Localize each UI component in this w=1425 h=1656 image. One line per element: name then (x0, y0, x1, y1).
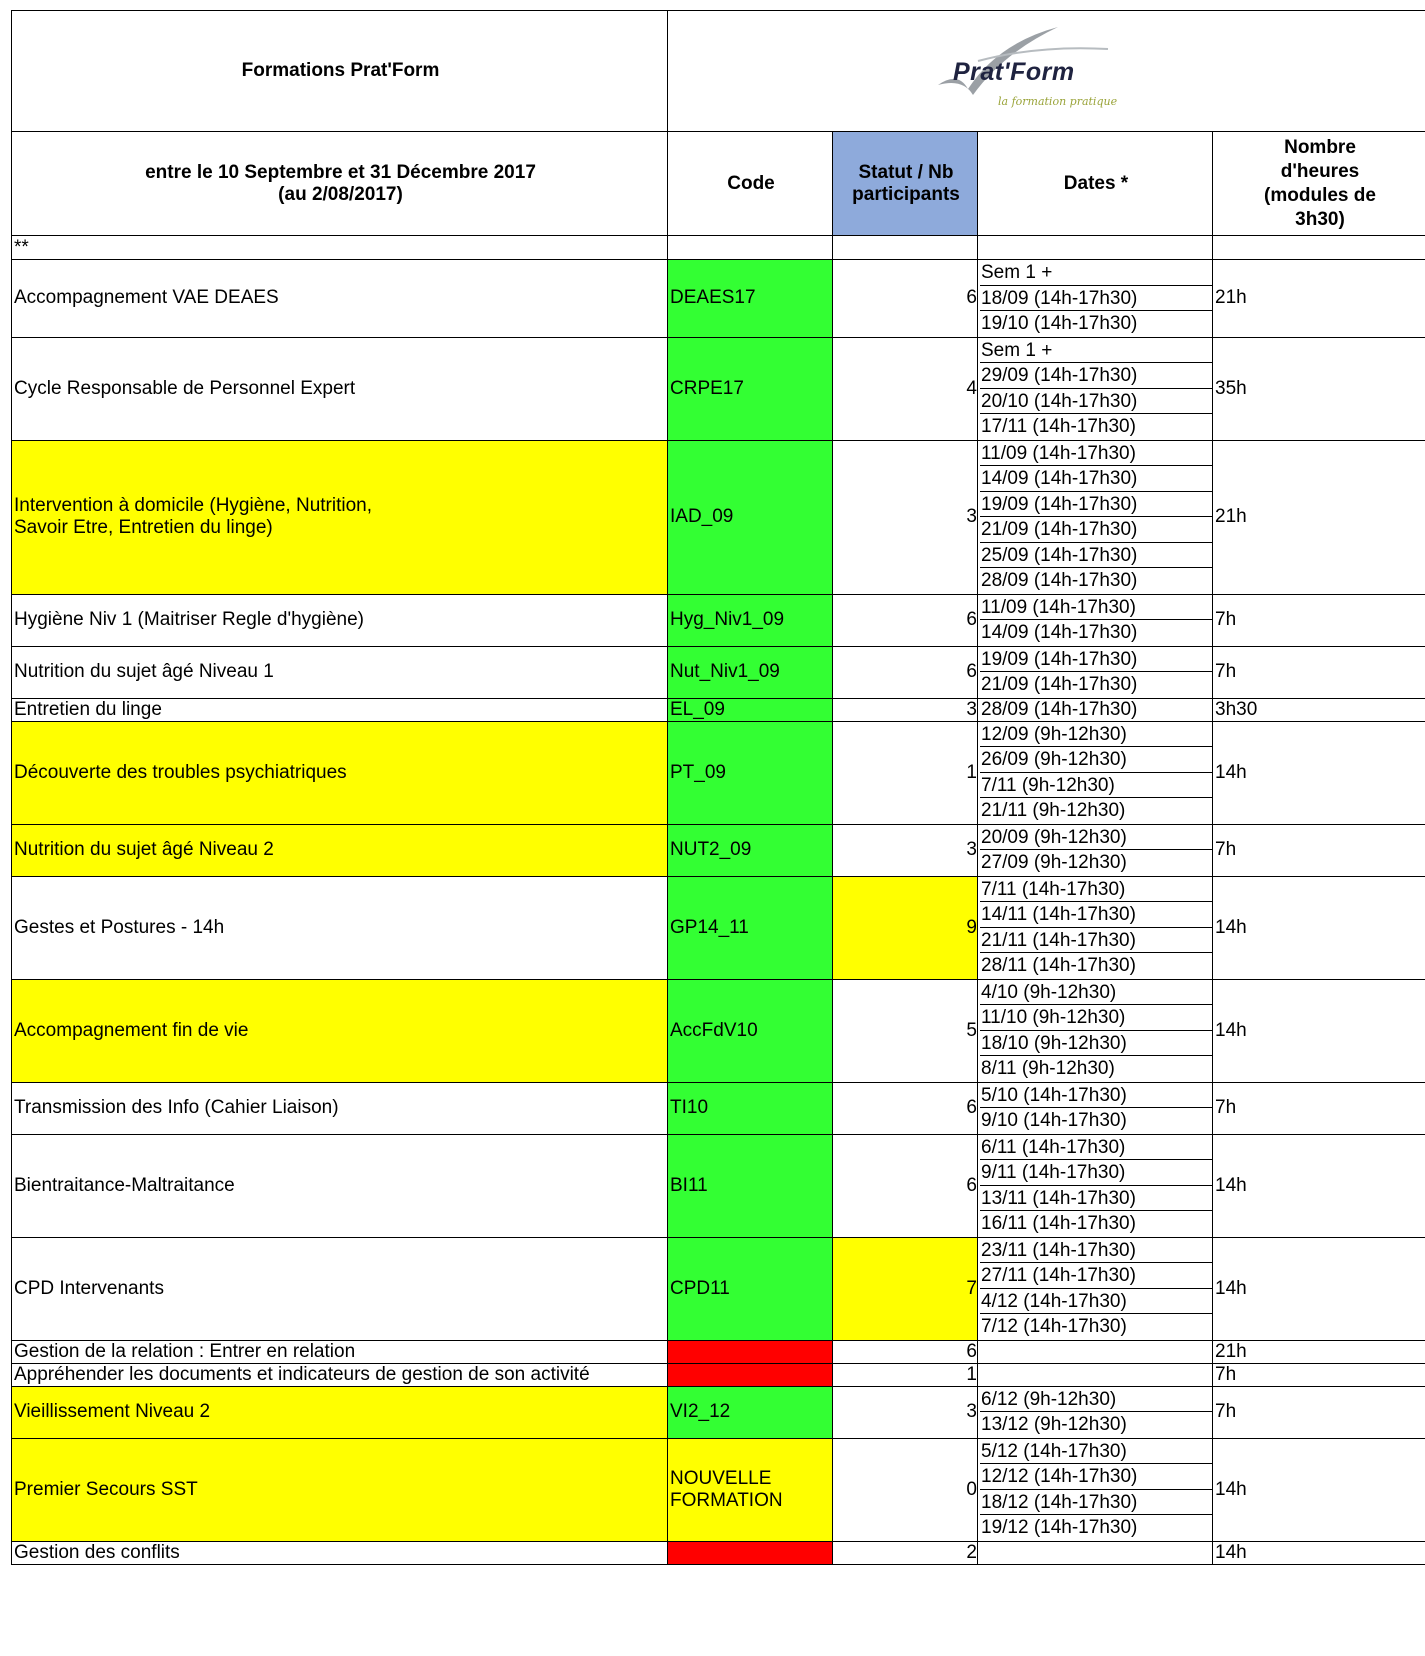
date-line: Sem 1 + (980, 260, 1212, 286)
date-line: 5/10 (14h-17h30) (980, 1083, 1212, 1109)
training-name (12, 1082, 668, 1134)
table-row (12, 1438, 1425, 1541)
table-row (12, 440, 1425, 594)
logo-cell (668, 11, 1425, 132)
training-code-line: Nut_Niv1_09 (670, 661, 780, 682)
participant-count: 6 (833, 1340, 978, 1363)
participant-count: 6 (833, 260, 978, 338)
training-name (12, 1340, 668, 1363)
training-hours: 7h (1213, 594, 1425, 646)
table-row (12, 824, 1425, 876)
date-line: 7/11 (9h-12h30) (980, 773, 1212, 799)
date-line: 28/09 (14h-17h30) (981, 570, 1138, 591)
date-line: 21/09 (14h-17h30) (981, 674, 1138, 695)
training-name (12, 646, 668, 698)
date-line: 27/09 (9h-12h30) (981, 852, 1127, 873)
date-line: 11/10 (9h-12h30) (980, 1005, 1212, 1031)
date-line: 23/11 (14h-17h30) (980, 1238, 1212, 1264)
training-code-line: FORMATION (670, 1489, 783, 1511)
training-code-line: AccFdV10 (670, 1019, 758, 1041)
training-dates (978, 824, 1213, 876)
participant-count: 3 (833, 440, 978, 594)
date-line: 19/10 (14h-17h30) (981, 313, 1138, 334)
training-code-line: VI2_12 (670, 1401, 731, 1422)
table-row (12, 1237, 1425, 1340)
training-name (12, 440, 668, 594)
training-code (668, 1363, 833, 1386)
training-hours: 7h (1213, 646, 1425, 698)
date-line: 17/11 (14h-17h30) (981, 416, 1136, 437)
training-hours: 21h (1213, 440, 1425, 594)
empty-cell (978, 236, 1213, 260)
statut-header-line-2: participants (852, 183, 960, 205)
training-code-line: BI11 (670, 1174, 708, 1196)
date-line: 11/09 (14h-17h30) (980, 441, 1212, 467)
training-name (12, 721, 668, 824)
date-line: 4/12 (14h-17h30) (980, 1289, 1212, 1315)
date-line: 19/09 (14h-17h30) (980, 492, 1212, 518)
date-line: 13/11 (14h-17h30) (980, 1186, 1212, 1212)
training-dates (978, 440, 1213, 594)
training-code (668, 979, 833, 1082)
statut-header (833, 132, 978, 236)
empty-cell (1213, 236, 1425, 260)
table-row (12, 1363, 1425, 1386)
participant-count: 1 (833, 721, 978, 824)
sheet-title: Formations Prat'Form (12, 11, 668, 132)
date-line: 14/11 (14h-17h30) (980, 902, 1212, 928)
date-line: 19/12 (14h-17h30) (981, 1517, 1138, 1538)
training-hours: 14h (1213, 1541, 1425, 1564)
date-line: 8/11 (9h-12h30) (981, 1058, 1115, 1079)
training-code-line: TI10 (670, 1097, 709, 1118)
code-header: Code (668, 132, 833, 236)
table-row (12, 876, 1425, 979)
table-row (12, 1541, 1425, 1564)
participant-count: 1 (833, 1363, 978, 1386)
training-hours: 7h (1213, 824, 1425, 876)
table-row (12, 979, 1425, 1082)
date-line: 13/12 (9h-12h30) (981, 1414, 1127, 1435)
training-hours: 14h (1213, 721, 1425, 824)
date-line: 4/10 (9h-12h30) (980, 980, 1212, 1006)
statut-header-line-1: Statut / Nb (858, 161, 954, 183)
participant-count: 3 (833, 824, 978, 876)
training-name (12, 698, 668, 721)
date-line: 29/09 (14h-17h30) (980, 363, 1212, 389)
date-line: 12/09 (9h-12h30) (980, 722, 1212, 748)
training-code (668, 1134, 833, 1237)
heures-header (1213, 132, 1425, 236)
date-line: 28/09 (14h-17h30) (981, 698, 1138, 720)
training-name (12, 979, 668, 1082)
date-line: 7/11 (14h-17h30) (980, 877, 1212, 903)
date-line: 21/11 (9h-12h30) (981, 800, 1126, 821)
date-line: 14/09 (14h-17h30) (981, 622, 1138, 643)
table-row (12, 337, 1425, 440)
participant-count: 6 (833, 594, 978, 646)
participant-count: 5 (833, 979, 978, 1082)
training-dates (978, 646, 1213, 698)
training-hours: 14h (1213, 876, 1425, 979)
training-code (668, 594, 833, 646)
date-line: 6/11 (14h-17h30) (980, 1135, 1212, 1161)
training-name-line: Accompagnement fin de vie (14, 1019, 249, 1041)
participant-count: 9 (833, 876, 978, 979)
training-code-line: PT_09 (670, 761, 726, 783)
training-name-line: Gestion de la relation : Entrer en relation (14, 1340, 356, 1362)
stars-row (12, 236, 1425, 260)
participant-count: 3 (833, 1386, 978, 1438)
table-row (12, 1082, 1425, 1134)
date-line: 12/12 (14h-17h30) (980, 1464, 1212, 1490)
training-name (12, 337, 668, 440)
training-name-line: Accompagnement VAE DEAES (14, 287, 279, 309)
participant-count: 6 (833, 1082, 978, 1134)
date-line: 19/09 (14h-17h30) (980, 647, 1212, 673)
date-line: 14/09 (14h-17h30) (980, 466, 1212, 492)
logo-text: Prat'Form (953, 58, 1075, 86)
training-name-line: Bientraitance-Maltraitance (14, 1174, 235, 1196)
training-dates (978, 1386, 1213, 1438)
period-line-2: (au 2/08/2017) (278, 183, 403, 205)
training-code (668, 337, 833, 440)
training-hours: 14h (1213, 1134, 1425, 1237)
training-dates (978, 1438, 1213, 1541)
training-name (12, 1541, 668, 1564)
heures-header-line-1: Nombre (1284, 136, 1356, 158)
training-dates (978, 1340, 1213, 1363)
training-dates (978, 876, 1213, 979)
training-name-line: Vieillissement Niveau 2 (14, 1401, 211, 1422)
training-hours: 21h (1213, 260, 1425, 338)
date-line: 27/11 (14h-17h30) (980, 1263, 1212, 1289)
empty-cell (668, 236, 833, 260)
training-code-line: CPD11 (670, 1277, 730, 1299)
training-name (12, 1386, 668, 1438)
training-hours: 14h (1213, 979, 1425, 1082)
table-row (12, 1340, 1425, 1363)
participant-count: 6 (833, 646, 978, 698)
training-name (12, 876, 668, 979)
training-name-line: CPD Intervenants (14, 1277, 164, 1299)
training-dates (978, 1082, 1213, 1134)
training-code-line: NUT2_09 (670, 839, 752, 860)
training-dates (978, 721, 1213, 824)
training-dates (978, 698, 1213, 721)
training-name-line: Gestes et Postures - 14h (14, 916, 225, 938)
training-code (668, 721, 833, 824)
training-code (668, 1082, 833, 1134)
heures-header-line-3: (modules de (1264, 184, 1376, 206)
training-code-line: GP14_11 (670, 916, 749, 938)
period-header (12, 132, 668, 236)
empty-cell (833, 236, 978, 260)
training-name (12, 594, 668, 646)
participant-count: 4 (833, 337, 978, 440)
date-line: 16/11 (14h-17h30) (981, 1213, 1136, 1234)
training-hours: 7h (1213, 1082, 1425, 1134)
training-dates (978, 260, 1213, 338)
date-line (980, 1341, 1212, 1363)
date-line: 9/10 (14h-17h30) (981, 1110, 1127, 1131)
participant-count: 7 (833, 1237, 978, 1340)
date-line: 11/09 (14h-17h30) (980, 595, 1212, 621)
training-hours: 14h (1213, 1438, 1425, 1541)
training-dates (978, 1363, 1213, 1386)
training-name (12, 824, 668, 876)
training-dates (978, 1134, 1213, 1237)
date-line: 21/11 (14h-17h30) (980, 928, 1212, 954)
table-row (12, 646, 1425, 698)
logo-tagline: la formation pratique (998, 95, 1118, 108)
date-line: 6/12 (9h-12h30) (980, 1387, 1212, 1413)
training-name-line: Entretien du linge (14, 698, 162, 720)
training-code (668, 1340, 833, 1363)
date-line: 7/12 (14h-17h30) (981, 1316, 1127, 1337)
training-dates (978, 594, 1213, 646)
table-row (12, 594, 1425, 646)
training-name-line: Intervention à domicile (Hygiène, Nutrition, (14, 495, 373, 516)
training-name (12, 1363, 668, 1386)
heures-header-line-4: 3h30) (1295, 208, 1345, 230)
training-code-line: DEAES17 (670, 287, 756, 309)
training-name-line: Hygiène Niv 1 (Maitriser Regle d'hygiène) (14, 609, 364, 630)
training-code (668, 698, 833, 721)
training-name (12, 1438, 668, 1541)
heures-header-line-2: d'heures (1280, 160, 1360, 182)
date-line: 9/11 (14h-17h30) (980, 1160, 1212, 1186)
formations-table (11, 10, 1425, 1565)
training-name-line: Transmission des Info (Cahier Liaison) (14, 1097, 339, 1118)
training-name-line: Premier Secours SST (14, 1478, 198, 1500)
training-hours: 14h (1213, 1237, 1425, 1340)
participant-count: 2 (833, 1541, 978, 1564)
date-line: 18/09 (14h-17h30) (980, 286, 1212, 312)
date-line: 20/10 (14h-17h30) (980, 389, 1212, 415)
training-code-line: CRPE17 (670, 377, 744, 399)
training-name-line: Appréhender les documents et indicateurs de gestion de son activité (14, 1363, 590, 1385)
training-dates (978, 979, 1213, 1082)
training-hours: 21h (1213, 1340, 1425, 1363)
date-line: 18/10 (9h-12h30) (980, 1031, 1212, 1057)
training-name-line: Nutrition du sujet âgé Niveau 1 (14, 661, 274, 682)
header-row (12, 132, 1425, 236)
dates-header: Dates * (978, 132, 1213, 236)
table-row (12, 1134, 1425, 1237)
training-code-line: EL_09 (670, 698, 725, 720)
training-code-line: IAD_09 (670, 506, 734, 527)
training-code (668, 1541, 833, 1564)
training-code (668, 646, 833, 698)
stars-note: ** (12, 236, 668, 260)
training-name-line: Cycle Responsable de Personnel Expert (14, 377, 356, 399)
training-name-line: Gestion des conflits (14, 1541, 180, 1563)
training-code (668, 1438, 833, 1541)
training-code (668, 824, 833, 876)
training-code (668, 1237, 833, 1340)
participant-count: 3 (833, 698, 978, 721)
training-dates (978, 337, 1213, 440)
date-line (980, 1542, 1212, 1564)
table-row (12, 721, 1425, 824)
period-line-1: entre le 10 Septembre et 31 Décembre 2017 (145, 161, 536, 183)
participant-count: 0 (833, 1438, 978, 1541)
date-line: 18/12 (14h-17h30) (980, 1490, 1212, 1516)
training-name-line: Nutrition du sujet âgé Niveau 2 (14, 839, 274, 860)
training-code-line: NOUVELLE (670, 1467, 772, 1489)
title-row (12, 11, 1425, 132)
training-code (668, 1386, 833, 1438)
training-name-line: Savoir Etre, Entretien du linge) (14, 517, 273, 538)
training-name-line: Découverte des troubles psychiatriques (14, 761, 347, 783)
date-line (980, 1364, 1212, 1386)
table-row (12, 260, 1425, 338)
training-hours: 7h (1213, 1386, 1425, 1438)
training-code (668, 440, 833, 594)
training-hours: 7h (1213, 1363, 1425, 1386)
training-hours: 3h30 (1213, 698, 1425, 721)
participant-count: 6 (833, 1134, 978, 1237)
date-line: 20/09 (9h-12h30) (980, 825, 1212, 851)
date-line: 28/11 (14h-17h30) (981, 955, 1136, 976)
date-line: 5/12 (14h-17h30) (980, 1439, 1212, 1465)
table-row (12, 1386, 1425, 1438)
training-name (12, 260, 668, 338)
training-name (12, 1237, 668, 1340)
training-dates (978, 1237, 1213, 1340)
training-name (12, 1134, 668, 1237)
date-line: 26/09 (9h-12h30) (980, 747, 1212, 773)
date-line: 21/09 (14h-17h30) (980, 517, 1212, 543)
training-code (668, 260, 833, 338)
training-code-line: Hyg_Niv1_09 (670, 609, 785, 630)
date-line: Sem 1 + (980, 338, 1212, 364)
table-row (12, 698, 1425, 721)
training-dates (978, 1541, 1213, 1564)
date-line: 25/09 (14h-17h30) (980, 543, 1212, 569)
training-code (668, 876, 833, 979)
training-hours: 35h (1213, 337, 1425, 440)
